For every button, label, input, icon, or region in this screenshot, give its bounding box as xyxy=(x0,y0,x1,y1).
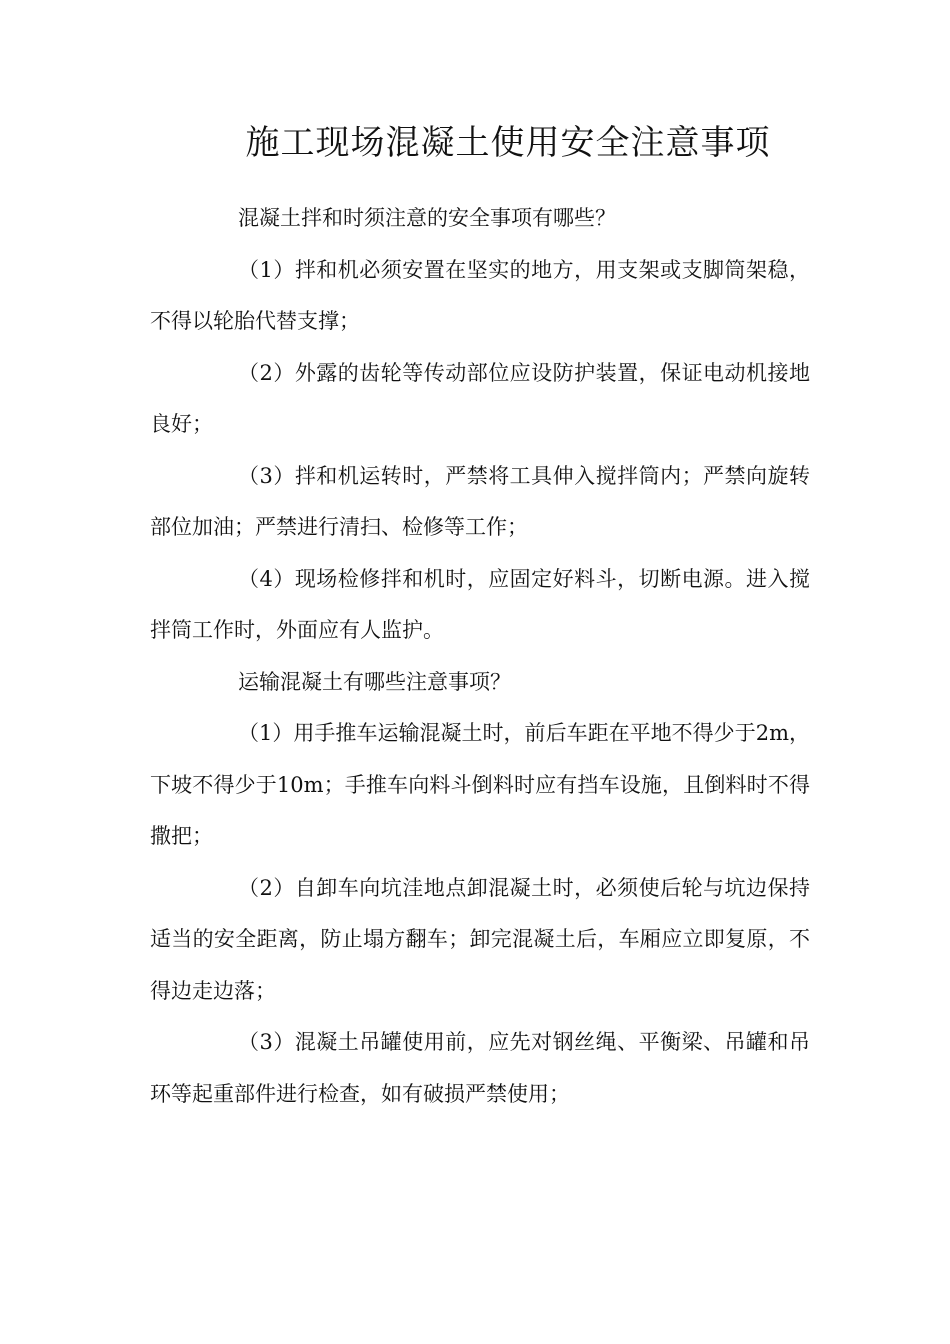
paragraph-mixing-3: （3）拌和机运转时，严禁将工具伸入搅拌筒内；严禁向旋转部位加油；严禁进行清扫、检修等工作； xyxy=(150,463,810,539)
document-title: 施工现场混凝土使用安全注意事项 xyxy=(245,123,771,163)
paragraph-transport-2: （2）自卸车向坑洼地点卸混凝土时，必须使后轮与坑边保持适当的安全距离，防止塌方翻车；卸完混凝土后，车厢应立即复原，不得边走边落； xyxy=(150,875,810,1003)
paragraph-mixing-2: （2）外露的齿轮等传动部位应设防护装置，保证电动机接地良好； xyxy=(150,360,810,436)
paragraph-mixing-4: （4）现场检修拌和机时，应固定好料斗，切断电源。进入搅拌筒工作时，外面应有人监护。 xyxy=(150,566,810,642)
paragraph-transport-3: （3）混凝土吊罐使用前，应先对钢丝绳、平衡梁、吊罐和吊环等起重部件进行检查，如有破损严禁使用； xyxy=(150,1030,810,1106)
paragraph-transport-1: （1）用手推车运输混凝土时，前后车距在平地不得少于2m，下坡不得少于10m；手推车向料斗倒料时应有挡车设施，且倒料时不得撒把； xyxy=(150,721,810,848)
document-body xyxy=(150,193,810,1120)
paragraph-mixing-1: （1）拌和机必须安置在坚实的地方，用支架或支脚筒架稳，不得以轮胎代替支撑； xyxy=(150,257,810,333)
question-heading-transport: 运输混凝土有哪些注意事项？ xyxy=(238,669,511,694)
question-heading-mixing: 混凝土拌和时须注意的安全事项有哪些？ xyxy=(238,206,616,230)
